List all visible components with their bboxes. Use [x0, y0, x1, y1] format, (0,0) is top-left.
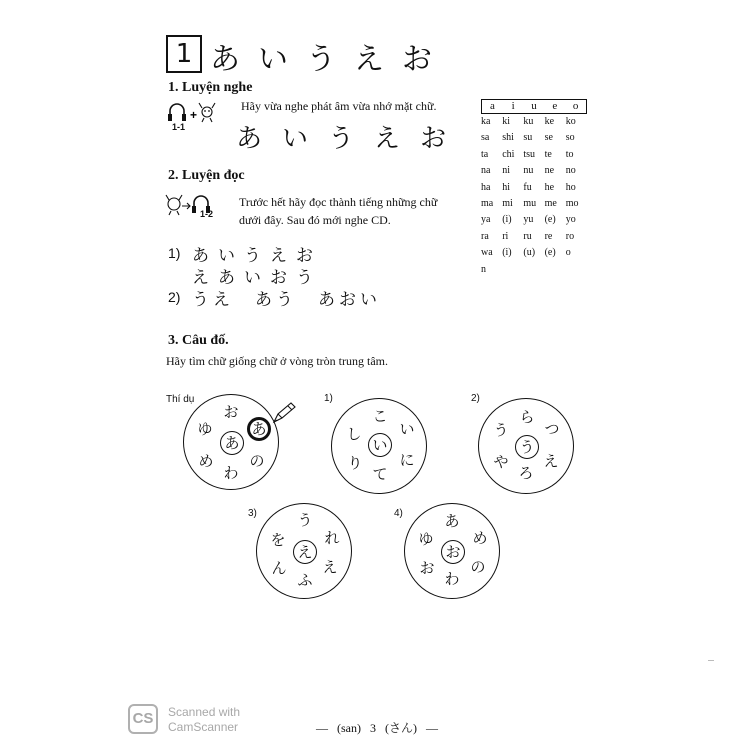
romaji-body: [481, 114, 587, 278]
puzzle-char: う: [297, 511, 313, 529]
puzzle-char: を: [270, 531, 286, 549]
romaji-cell: ho: [565, 181, 576, 193]
romaji-cell: (i): [502, 214, 512, 226]
svg-text:+: +: [190, 108, 198, 122]
romaji-cell: ya: [481, 214, 491, 226]
center-ring: い: [368, 433, 392, 457]
romaji-cell: ki: [502, 116, 510, 127]
romaji-cell: te: [544, 148, 552, 160]
romaji-header-cell: e: [552, 100, 558, 112]
lesson-number: 1: [166, 35, 202, 73]
romaji-cell: ku: [523, 116, 534, 127]
romaji-cell: na: [481, 165, 491, 177]
romaji-cell: ri: [502, 230, 509, 242]
romaji-cell: [566, 262, 587, 278]
romaji-cell: ne: [544, 165, 555, 177]
romaji-row: [481, 262, 587, 278]
romaji-cell: (i): [502, 247, 512, 259]
puzzle-char: の: [470, 558, 486, 576]
romaji-cell: (u): [523, 247, 536, 259]
romaji-header-cell: o: [572, 100, 579, 112]
romaji-cell: tsu: [523, 148, 536, 160]
puzzle-2-label: 2): [471, 393, 480, 404]
example-label: Thí dụ: [166, 394, 195, 405]
romaji-cell: [523, 262, 544, 278]
section-2-instruction-line1: Trước hết hãy đọc thành tiếng những chữ: [239, 195, 438, 209]
scan-mark: [708, 660, 714, 661]
romaji-header-cell: a: [489, 100, 495, 112]
romaji-cell: yo: [565, 214, 576, 226]
romaji-cell: ma: [481, 197, 494, 209]
puzzle-char: れ: [324, 529, 340, 547]
romaji-cell: me: [544, 197, 557, 209]
romaji-row: [481, 212, 587, 228]
camscanner-watermark: [168, 705, 240, 735]
reading-line-1b: えあいおう: [192, 268, 322, 288]
romaji-cell: re: [544, 230, 553, 242]
kana-o: お: [420, 124, 467, 154]
romaji-cell: ko: [565, 116, 576, 127]
romaji-cell: yu: [523, 214, 534, 226]
romaji-cell: o: [565, 247, 571, 259]
romaji-cell: mi: [502, 197, 513, 209]
puzzle-char: え: [322, 558, 338, 576]
puzzle-1-circle: [331, 398, 427, 494]
romaji-cell: to: [565, 148, 574, 160]
example-puzzle-circle: [183, 394, 279, 490]
page-footer: — (san) 3 (さん) —: [316, 721, 438, 735]
puzzle-char: あ: [444, 512, 460, 530]
track-label-2: 1-2: [200, 209, 214, 219]
romaji-cell: [502, 262, 523, 278]
romaji-header-row: [481, 99, 587, 114]
puzzle-char: に: [399, 451, 415, 469]
romaji-cell: ha: [481, 181, 491, 193]
section-2-heading: 2. Luyện đọc: [168, 168, 245, 183]
romaji-row: [481, 196, 587, 212]
lesson-title: あいうえお: [210, 42, 450, 77]
romaji-cell: so: [565, 132, 575, 144]
romaji-row: [481, 229, 587, 245]
romaji-cell: sa: [481, 132, 490, 144]
puzzle-3-circle: [256, 503, 352, 599]
puzzle-char: ら: [519, 408, 535, 426]
watermark-line-2: CamScanner: [168, 720, 239, 734]
section-1-kana-row: [236, 118, 466, 155]
puzzle-char: つ: [544, 420, 560, 438]
puzzle-char: ゆ: [197, 420, 213, 438]
romaji-cell: n: [481, 263, 486, 275]
romaji-row: [481, 245, 587, 261]
puzzle-char: わ: [223, 464, 239, 482]
romaji-row: [481, 114, 587, 130]
puzzle-char: ん: [271, 559, 287, 577]
romaji-cell: (e): [544, 247, 556, 259]
puzzle-4-circle: [404, 503, 500, 599]
center-ring: う: [515, 435, 539, 459]
reading-line-2: うえ あう あおい: [192, 290, 381, 310]
camscanner-logo: CS: [128, 704, 158, 734]
romaji-row: [481, 130, 587, 146]
puzzle-4-label: 4): [394, 508, 403, 519]
romaji-cell: shi: [502, 132, 514, 144]
pencil-icon: [272, 400, 298, 429]
romaji-cell: hi: [502, 181, 510, 193]
romaji-cell: fu: [523, 181, 532, 193]
puzzle-char: の: [249, 452, 265, 470]
romaji-cell: ro: [565, 230, 575, 242]
puzzle-char: て: [372, 465, 388, 483]
kana-e: え: [374, 124, 421, 154]
puzzle-char: め: [472, 529, 488, 547]
romaji-cell: wa: [481, 247, 493, 259]
puzzle-char: ゆ: [418, 530, 434, 548]
romaji-row: [481, 147, 587, 163]
answer-ring: あ: [247, 417, 271, 441]
center-ring: え: [293, 540, 317, 564]
romaji-cell: ta: [481, 148, 489, 160]
romaji-cell: [545, 262, 566, 278]
puzzle-2-circle: [478, 398, 574, 494]
reading-line-1: あいうえお: [192, 246, 322, 266]
puzzle-char: わ: [444, 570, 460, 588]
puzzle-char: ふ: [297, 571, 313, 589]
section-2-instruction-line2: dưới đây. Sau đó mới nghe CD.: [239, 213, 391, 227]
romaji-cell: ru: [523, 230, 532, 242]
romaji-cell: no: [565, 165, 576, 177]
center-ring: あ: [220, 431, 244, 455]
romaji-cell: nu: [523, 165, 534, 177]
section-1-instruction: Hãy vừa nghe phát âm vừa nhớ mặt chữ.: [241, 99, 437, 113]
reading-line-2-number: 2): [168, 289, 181, 305]
romaji-cell: ke: [544, 116, 555, 127]
puzzle-1-label: 1): [324, 393, 333, 404]
puzzle-char: い: [399, 420, 415, 438]
romaji-cell: ka: [481, 116, 491, 127]
romaji-row: [481, 180, 587, 196]
puzzle-char: や: [493, 453, 509, 471]
kana-i: い: [282, 124, 329, 154]
romaji-header-cell: i: [511, 100, 515, 112]
romaji-row: [481, 163, 587, 179]
romaji-cell: mu: [523, 197, 537, 209]
center-ring: お: [441, 540, 465, 564]
watermark-line-1: Scanned with: [168, 705, 241, 719]
romaji-table: [481, 99, 587, 278]
section-3-heading: 3. Câu đố.: [168, 333, 229, 348]
puzzle-char: お: [419, 559, 435, 577]
romaji-cell: (e): [544, 214, 556, 226]
kana-u: う: [328, 124, 375, 154]
puzzle-char: こ: [372, 407, 388, 425]
romaji-header-cell: u: [531, 100, 537, 112]
romaji-cell: he: [544, 181, 555, 193]
puzzle-3-label: 3): [248, 508, 257, 519]
puzzle-char: え: [543, 452, 559, 470]
romaji-cell: su: [523, 132, 533, 144]
section-3-instruction: Hãy tìm chữ giống chữ ở vòng tròn trung tâm.: [166, 354, 388, 368]
kana-a: あ: [236, 124, 283, 154]
romaji-cell: ni: [502, 165, 510, 177]
romaji-cell: ra: [481, 230, 489, 242]
puzzle-char: し: [346, 425, 362, 443]
puzzle-char: ろ: [518, 464, 534, 482]
read-listen-icon: [164, 192, 224, 226]
puzzle-char: お: [223, 403, 239, 421]
puzzle-char: め: [198, 452, 214, 470]
reading-line-1-number: 1): [168, 245, 181, 261]
track-label-1: 1-1: [172, 122, 186, 132]
listen-write-icon: [166, 100, 226, 134]
section-1-heading: 1. Luyện nghe: [168, 80, 253, 95]
puzzle-char: う: [493, 421, 509, 439]
romaji-cell: mo: [565, 197, 579, 209]
romaji-cell: se: [544, 132, 553, 144]
puzzle-char: り: [347, 454, 363, 472]
romaji-cell: chi: [502, 148, 515, 160]
